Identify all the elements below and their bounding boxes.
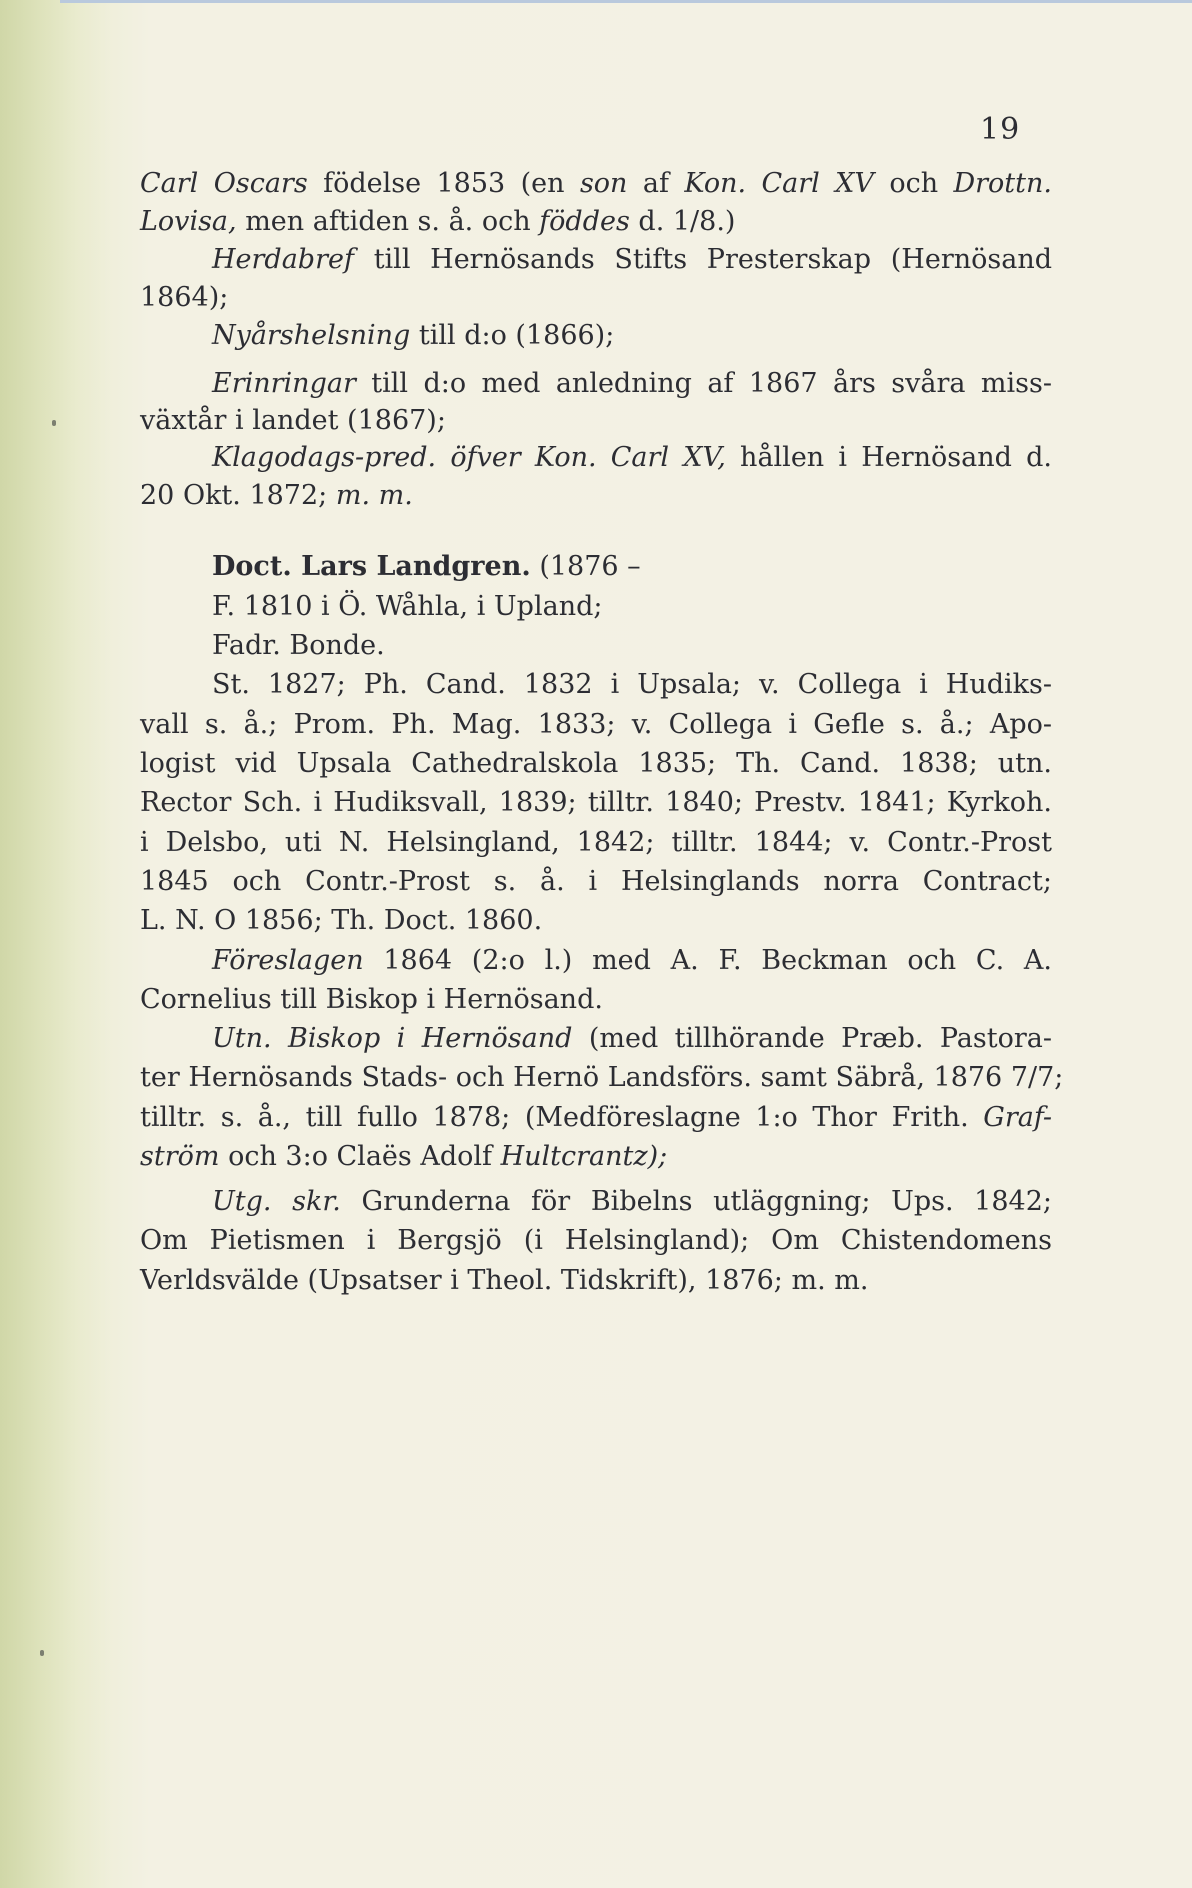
italic-text: ström: [140, 1141, 220, 1172]
text-run: Rector Sch. i Hudiksvall, 1839; tilltr. 1840; Prestv. 1841; Kyrkoh.: [140, 787, 1052, 818]
text-run: till Hernösands Stifts Presterskap (Hernösand: [353, 244, 1052, 275]
text-line: [140, 1101, 1052, 1135]
text-run: hållen i Hernösand d.: [725, 442, 1052, 473]
text-line: [212, 319, 1052, 353]
text-line: [140, 747, 1052, 781]
scan-speck: [40, 1650, 44, 1656]
text-run: Cornelius till Biskop i Hernösand.: [140, 984, 603, 1015]
italic-text: Hultcrantz);: [500, 1141, 668, 1172]
italic-text: Kon. Carl XV: [684, 168, 874, 199]
text-line: [140, 1224, 1052, 1258]
italic-text: Erinringar: [212, 368, 356, 399]
text-run: F. 1810 i Ö. Wåhla, i Upland;: [212, 591, 603, 622]
italic-text: Utg. skr.: [212, 1186, 341, 1217]
text-run: till d:o (1866);: [410, 320, 615, 351]
scan-speck: [52, 420, 56, 426]
text-line: [212, 629, 1052, 663]
text-run: ter Hernösands Stads- och Hernö Landsförs. samt Säbrå, 1876 7/7;: [140, 1062, 1064, 1093]
text-run: växtår i landet (1867);: [140, 405, 446, 436]
text-line: [140, 826, 1052, 860]
italic-text: Herdabref: [212, 244, 354, 275]
text-line: [140, 904, 1052, 938]
scan-top-edge: [60, 0, 1192, 3]
text-line: [212, 1022, 1052, 1056]
text-line: [212, 441, 1052, 475]
italic-text: Graf-: [983, 1102, 1052, 1133]
italic-text: Nyårshelsning: [212, 320, 411, 351]
text-line: [140, 786, 1052, 820]
text-line: [140, 404, 1052, 438]
text-line: [212, 1185, 1052, 1219]
text-line: [212, 944, 1052, 978]
text-line: [140, 1140, 1052, 1174]
text-line: [140, 281, 1052, 315]
text-line: [140, 865, 1052, 899]
text-run: till d:o med anledning af 1867 års svåra miss-: [355, 368, 1052, 399]
text-line: [140, 1264, 1052, 1298]
text-run: och 3:o Claës Adolf: [219, 1141, 501, 1172]
text-run: Grunderna för Bibelns utläggning; Ups. 1842;: [340, 1186, 1052, 1217]
text-run: (med tillhörande Præb. Pastora-: [572, 1023, 1052, 1054]
italic-text: son: [579, 168, 628, 199]
text-run: vall s. å.; Prom. Ph. Mag. 1833; v. Collega i Gefle s. å.; Apo-: [140, 709, 1052, 740]
text-run: tilltr. s. å., till fullo 1878; (Medföreslagne 1:o Thor Frith.: [140, 1102, 984, 1133]
italic-text: Klagodags-pred. öfver Kon. Carl XV,: [212, 442, 726, 473]
text-run: logist vid Upsala Cathedralskola 1835; Th. Cand. 1838; utn.: [140, 748, 1052, 779]
italic-text: föddes: [539, 206, 630, 237]
text-run: och: [873, 168, 954, 199]
text-run: i Delsbo, uti N. Helsingland, 1842; tilltr. 1844; v. Contr.-Prost: [140, 827, 1052, 858]
text-line: [140, 205, 735, 239]
italic-text: Drottn.: [953, 168, 1052, 199]
text-line: [212, 367, 1052, 401]
bold-text: Doct. Lars Landgren.: [212, 551, 531, 582]
text-line: [212, 590, 1052, 624]
text-run: 1864 (2:o l.) med A. F. Beckman och C. A.: [363, 945, 1052, 976]
text-run: St. 1827; Ph. Cand. 1832 i Upsala; v. Collega i Hudiks-: [212, 669, 1052, 700]
page-spine-shadow: [0, 0, 110, 1888]
text-line: [212, 668, 1052, 702]
text-run: 20 Okt. 1872;: [140, 480, 336, 511]
text-run: men aftiden s. å. och: [236, 206, 540, 237]
text-run: L. N. O 1856; Th. Doct. 1860.: [140, 905, 543, 936]
italic-text: Lovisa,: [140, 206, 237, 237]
italic-text: m. m.: [335, 480, 413, 511]
text-run: Fadr. Bonde.: [212, 630, 385, 661]
text-run: 1864);: [140, 282, 229, 313]
text-line: [140, 983, 1052, 1017]
text-line: [140, 167, 1052, 201]
text-run: Verldsvälde (Upsatser i Theol. Tidskrift), 1876; m. m.: [140, 1265, 869, 1296]
italic-text: Föreslagen: [212, 945, 364, 976]
text-line: [140, 1061, 1064, 1095]
text-line: [140, 708, 1052, 742]
text-run: Om Pietismen i Bergsjö (i Helsingland); Om Chistendomens: [140, 1225, 1052, 1256]
text-run: 1845 och Contr.-Prost s. å. i Helsinglands norra Contract;: [140, 866, 1052, 897]
text-run: af: [627, 168, 685, 199]
text-line: [212, 550, 1052, 584]
text-run: födelse 1853 (en: [307, 168, 580, 199]
italic-text: Utn. Biskop i Hernösand: [212, 1023, 573, 1054]
text-run: d. 1/8.): [629, 206, 736, 237]
text-line: [212, 243, 1052, 277]
page-number: 19: [980, 112, 1021, 147]
text-run: (1876 –: [530, 551, 641, 582]
italic-text: Carl Oscars: [140, 168, 308, 199]
text-line: [140, 479, 1052, 513]
